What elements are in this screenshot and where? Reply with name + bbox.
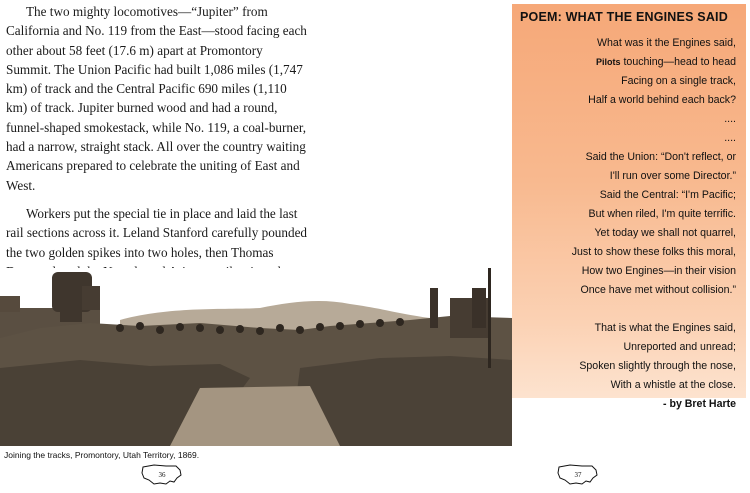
poem-ellipsis: .... (724, 113, 736, 125)
photo-caption: Joining the tracks, Promontory, Utah Territory, 1869. (4, 450, 200, 460)
stanza-gap (516, 300, 736, 319)
poem-body (516, 34, 736, 414)
poem-line: Said the Central: “I'm Pacific; (599, 189, 736, 201)
photo-illustration (0, 268, 512, 446)
poem-line: Half a world behind each back? (588, 94, 736, 106)
poem-word-pilots: Pilots (596, 57, 621, 67)
poem-line: With a whistle at the close. (610, 379, 736, 391)
poem-line: Yet today we shall not quarrel, (594, 227, 736, 239)
poem-line: But when riled, I'm quite terrific. (588, 208, 736, 220)
poem-line: Once have met without collision.” (580, 284, 736, 296)
paragraph-2-text: Workers put the special tie in place and laid the last rail sections across it. Leland Stanford carefully pounded the two golden spikes into two holes, then Thomas (6, 205, 308, 260)
poem-author: - by Bret Harte (663, 398, 736, 410)
paragraph-1: The two mighty locomotives—“Jupiter” from California and No. 119 from the East—stood facing each other about 58 feet (17.6 m) apart at Promontory Summit. The Union Pacific had built 1,086 miles (1,747 km) of track and the Central Pacific 690 miles (1,110 km) of track. Jupiter burned wood and had a round, funnel-shaped smokestack, while No. 119, a coal-burner, had a narrow, straight stack. All over the country waiting Americans prepared to celebrate the uniting of East and West. (6, 4, 307, 193)
poem-line: Unreported and unread; (623, 341, 736, 353)
poem-line: That is what the Engines said, (594, 322, 736, 334)
poem-line: Just to show these folks this moral, (571, 246, 736, 258)
poem-line: I'll run over some Director.” (609, 170, 736, 182)
page-number: 36 (158, 471, 166, 479)
poem-line: Spoken slightly through the nose, (579, 360, 736, 372)
right-page (512, 0, 750, 492)
page-number: 37 (574, 471, 582, 479)
poem-line: Said the Union: “Don't reflect, or (585, 151, 736, 163)
poem-line (516, 53, 736, 72)
page-number-badge (556, 462, 600, 488)
poem-line: How two Engines—in their vision (581, 265, 736, 277)
poem-line-text: touching—head to head (623, 56, 736, 68)
poem-sidebar (512, 4, 746, 410)
page-number-badge (140, 462, 184, 488)
poem-line: Facing on a single track, (621, 75, 736, 87)
poem-ellipsis: .... (724, 132, 736, 144)
historic-photo (0, 268, 512, 446)
poem-line: What was it the Engines said, (597, 37, 736, 49)
poem-title: POEM: WHAT THE ENGINES SAID (520, 10, 728, 24)
